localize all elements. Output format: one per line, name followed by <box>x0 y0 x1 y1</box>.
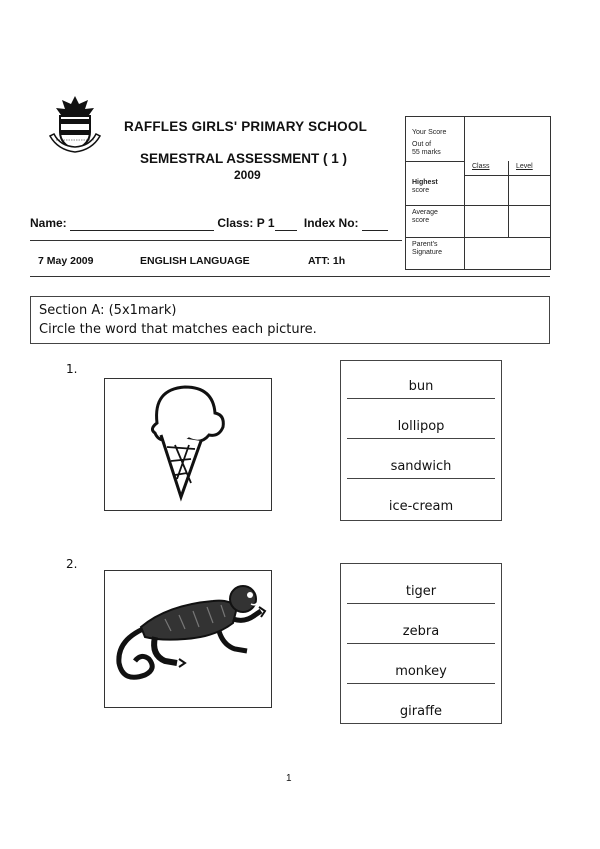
school-name: RAFFLES GIRLS' PRIMARY SCHOOL <box>124 119 368 134</box>
option-item[interactable] <box>341 650 501 690</box>
answer-options <box>340 360 502 521</box>
index-label: Index No: <box>303 216 359 230</box>
divider-line <box>30 240 402 241</box>
question-picture-frame <box>104 378 272 511</box>
assessment-year: 2009 <box>234 168 261 182</box>
exam-subject: ENGLISH LANGUAGE <box>140 255 250 267</box>
option-item[interactable] <box>341 690 501 730</box>
class-field[interactable] <box>275 216 297 231</box>
question-number: 2. <box>66 557 78 571</box>
time-allowed: ATT: 1h <box>308 255 346 267</box>
question-number: 1. <box>66 362 78 376</box>
average-score-label-2: score <box>412 217 430 224</box>
option-word: sandwich <box>390 459 452 474</box>
section-title: Section A: (5x1mark) <box>39 303 177 318</box>
answer-options <box>340 563 502 724</box>
option-word: monkey <box>395 664 447 679</box>
option-word: zebra <box>402 624 440 639</box>
question-picture-frame <box>104 570 272 708</box>
option-item[interactable] <box>341 610 501 650</box>
school-crest-icon <box>44 92 106 154</box>
page-number: 1 <box>286 773 292 784</box>
assessment-title: SEMESTRAL ASSESSMENT ( 1 ) <box>140 151 348 166</box>
option-item[interactable] <box>341 405 501 445</box>
option-item[interactable] <box>341 445 501 485</box>
name-label: Name: <box>30 216 67 230</box>
option-item[interactable] <box>341 485 501 525</box>
class-label: Class: P 1 <box>217 216 275 230</box>
option-item[interactable] <box>341 570 501 610</box>
monkey-icon <box>105 571 271 707</box>
class-score-header: Class <box>472 163 490 170</box>
marks-label: 55 marks <box>412 149 441 156</box>
option-word: lollipop <box>397 419 445 434</box>
option-word: giraffe <box>399 704 443 719</box>
student-info-row <box>30 216 388 231</box>
option-word: bun <box>408 379 434 394</box>
section-instruction: Circle the word that matches each picture. <box>39 322 317 337</box>
ice-cream-cone-icon <box>105 379 271 510</box>
name-field[interactable] <box>70 216 214 231</box>
highest-score-label: Highest <box>412 179 438 186</box>
parent-signature-label: Parent's <box>412 241 438 248</box>
option-item[interactable] <box>341 365 501 405</box>
your-score-label: Your Score <box>412 129 447 136</box>
level-score-header: Level <box>516 163 533 170</box>
exam-date: 7 May 2009 <box>38 255 94 267</box>
highest-score-label-2: score <box>412 187 430 194</box>
option-word: ice-cream <box>388 499 454 514</box>
average-score-label: Average <box>412 209 438 216</box>
parent-signature-label-2: Signature <box>412 249 442 256</box>
out-of-label: Out of <box>412 141 432 148</box>
option-word: tiger <box>405 584 437 599</box>
score-table <box>405 116 551 270</box>
divider-line <box>30 276 550 277</box>
section-header-box <box>30 296 550 344</box>
index-field[interactable] <box>362 216 388 231</box>
